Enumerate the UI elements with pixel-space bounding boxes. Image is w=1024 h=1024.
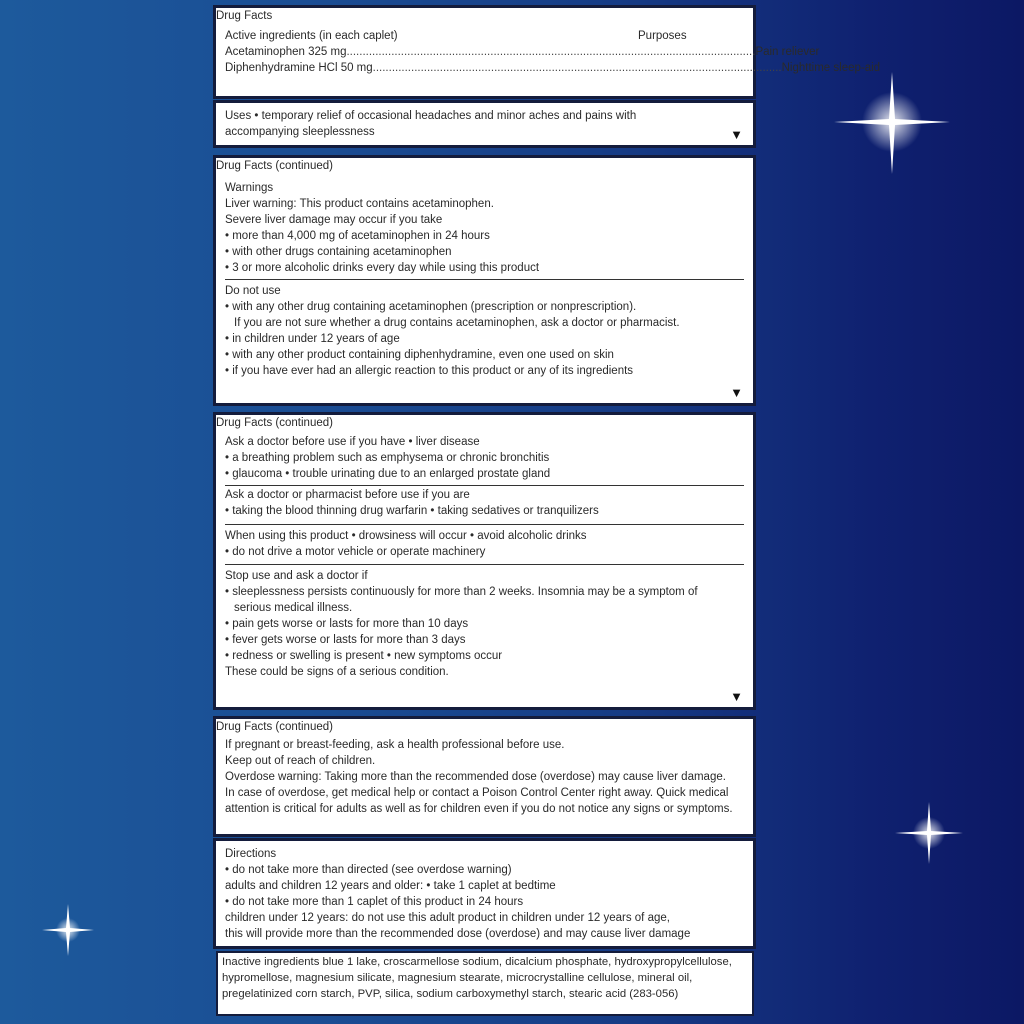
sparkle-star-icon bbox=[893, 800, 965, 866]
down-arrow-icon: ▼ bbox=[730, 127, 743, 142]
ask-doctor-section: Ask a doctor before use if you have • liver disease • a breathing problem such as emphysema or chronic bronchitis • glaucoma • trouble urinating due to an enlarged prostate gland bbox=[225, 436, 551, 480]
purposes-heading: Purposes bbox=[638, 30, 687, 42]
ingredient-row: Diphenhydramine HCl 50 mg ................................................................................................................................ Nighttime sleep-aid bbox=[225, 62, 881, 74]
when-using-section: When using this product • drowsiness will occur • avoid alcoholic drinks • do not drive a motor vehicle or operate machinery bbox=[225, 530, 587, 558]
inactive-ingredients-box: Inactive ingredients blue 1 lake, croscarmellose sodium, dicalcium phosphate, hydroxypropylcellulose, hypromellose, magnesium silicate, magnesium stearate, microcrystalline cellulose, mineral oil, pregelatinized corn starch, PVP, silica, sodium carboxymethyl starch, stearic acid (283-056) bbox=[216, 951, 754, 1016]
down-arrow-icon: ▼ bbox=[730, 385, 743, 400]
drug-facts-panel bbox=[213, 5, 881, 99]
panel-title: Drug Facts (continued) bbox=[216, 721, 333, 733]
panel-title: Drug Facts (continued) bbox=[216, 417, 333, 429]
do-not-use-section: Do not use • with any other drug containing acetaminophen (prescription or nonprescription). If you are not sure whether a drug contains acetaminophen, ask a doctor or pharmacist. • in children under 12 years of age • with any other product containing diphenhydramine, even one used on skin • if you have ever had an allergic reaction to this product or any of its ingredients bbox=[225, 285, 680, 377]
uses-line: Uses • temporary relief of occasional headaches and minor aches and pains with bbox=[225, 110, 637, 122]
down-arrow-icon: ▼ bbox=[730, 689, 743, 704]
ask-pharmacist-section: Ask a doctor or pharmacist before use if you are • taking the blood thinning drug warfarin • taking sedatives or tranquilizers bbox=[225, 489, 599, 517]
drug-facts-continued-panel bbox=[213, 412, 756, 710]
sparkle-star-icon bbox=[40, 902, 96, 958]
drug-facts-continued-panel bbox=[213, 155, 756, 406]
pregnancy-overdose-section: If pregnant or breast-feeding, ask a health professional before use. Keep out of reach of children. Overdose warning: Taking more than the recommended dose (overdose) may cause liver damage. In case of overdose, get medical help or contact a Poison Control Center right away. Quick medical attention is critical for adults as well as for children even if you do not notice any signs or symptoms. bbox=[225, 739, 733, 815]
active-ingredients-heading: Active ingredients (in each caplet) bbox=[225, 30, 398, 42]
uses-line: accompanying sleeplessness bbox=[225, 126, 375, 138]
active-ingredients-header-row bbox=[225, 28, 744, 44]
sparkle-star-icon bbox=[832, 70, 952, 180]
panel-title: Drug Facts bbox=[216, 10, 273, 22]
warnings-section: Warnings Liver warning: This product contains acetaminophen. Severe liver damage may occur if you take • more than 4,000 mg of acetaminophen in 24 hours • with other drugs containing acetaminophen • 3 or more alcoholic drinks every day while using this product bbox=[225, 182, 540, 274]
directions-heading: Directions bbox=[225, 848, 277, 860]
uses-box bbox=[213, 100, 756, 148]
drug-facts-continued-panel bbox=[213, 716, 756, 837]
directions-box: Directions • do not take more than directed (see overdose warning) adults and children 12 years and older: • take 1 caplet at bedtime • do not take more than 1 caplet of this product in 24 hours children under 12 years: do not use this adult product in children under 12 years of age, this will provide more than the recommended dose (overdose) and may cause liver damage bbox=[213, 838, 756, 949]
panel-title: Drug Facts (continued) bbox=[216, 160, 333, 172]
stop-use-section: Stop use and ask a doctor if • sleeplessness persists continuously for more than 2 weeks. Insomnia may be a symptom of serious medical illness. • pain gets worse or lasts for more than 10 days • fever gets worse or lasts for more than 3 days • redness or swelling is present • new symptoms occur These could be signs of a serious condition. bbox=[225, 570, 698, 678]
ingredient-row: Acetaminophen 325 mg ................................................................................................................................ Pain reliever bbox=[225, 46, 820, 58]
